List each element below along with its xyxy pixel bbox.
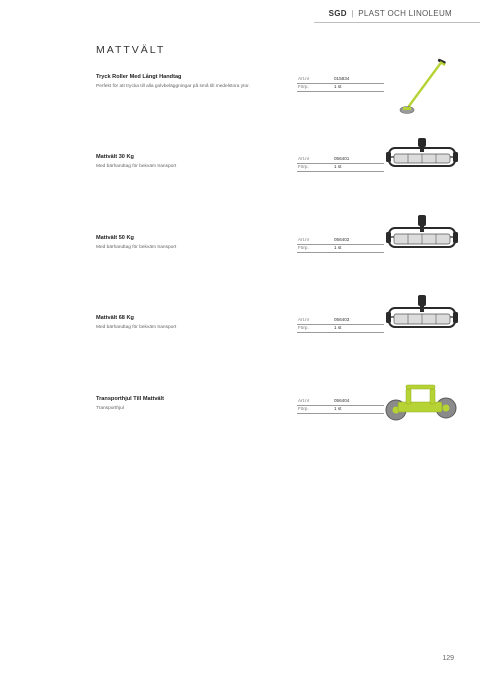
spec-label-art: Art.nr <box>298 237 310 242</box>
product-name: Tryck Roller Med Långt Handtag <box>96 74 182 80</box>
spec-value-pack: 1 st <box>334 245 342 250</box>
spec-rule <box>297 91 384 92</box>
spec-table <box>297 236 384 252</box>
spec-table <box>297 316 384 332</box>
spec-table <box>297 397 384 413</box>
spec-label-art: Art.nr <box>298 317 310 322</box>
spec-label-art: Art.nr <box>298 398 310 403</box>
spec-value-art: 056402 <box>334 237 350 242</box>
product-description: Med bärhandtag för bekväm transport <box>96 164 177 169</box>
spec-table <box>297 155 384 171</box>
header-section: PLAST OCH LINOLEUM <box>358 9 452 18</box>
spec-value-pack: 1 st <box>334 406 342 411</box>
product-description: Perfekt för att trycka till alla golvbeläggningar på små till medelstora ytor. <box>96 84 250 89</box>
spec-label-pack: Förp. <box>298 325 309 330</box>
spec-value-art: 056404 <box>334 398 350 403</box>
spec-rule <box>297 413 384 414</box>
spec-label-art: Art.nr <box>298 156 310 161</box>
product-description: Med bärhandtag för bekväm transport <box>96 325 177 330</box>
floor-roller-icon <box>386 294 458 334</box>
spec-rule <box>297 332 384 333</box>
product-name: Transporthjul Till Mattvält <box>96 396 164 402</box>
page-number: 129 <box>442 655 454 662</box>
spec-value-pack: 1 st <box>334 325 342 330</box>
spec-label-pack: Förp. <box>298 84 309 89</box>
page-title: MATTVÄLT <box>96 44 166 56</box>
spec-value-art: 015834 <box>334 76 350 81</box>
spec-rule <box>297 252 384 253</box>
spec-value-art: 056403 <box>334 317 350 322</box>
spec-value-pack: 1 st <box>334 84 342 89</box>
spec-rule <box>297 171 384 172</box>
spec-value-art: 056401 <box>334 156 350 161</box>
product-name: Mattvält 68 Kg <box>96 315 134 321</box>
spec-label-pack: Förp. <box>298 164 309 169</box>
floor-roller-icon <box>386 136 458 172</box>
header-rule <box>314 22 480 23</box>
long-handle-roller-icon <box>392 56 462 122</box>
header-separator: | <box>351 9 354 18</box>
transport-wheels-icon <box>384 380 460 432</box>
product-description: Transporthjul <box>96 406 124 411</box>
product-name: Mattvält 30 Kg <box>96 154 134 160</box>
product-description: Med bärhandtag för bekväm transport <box>96 245 177 250</box>
spec-label-pack: Förp. <box>298 245 309 250</box>
spec-label-pack: Förp. <box>298 406 309 411</box>
product-name: Mattvält 50 Kg <box>96 235 134 241</box>
spec-label-art: Art.nr <box>298 76 310 81</box>
floor-roller-icon <box>386 214 458 254</box>
running-header <box>329 9 452 18</box>
spec-value-pack: 1 st <box>334 164 342 169</box>
header-brand: SGD <box>328 9 347 18</box>
spec-table <box>297 75 384 91</box>
